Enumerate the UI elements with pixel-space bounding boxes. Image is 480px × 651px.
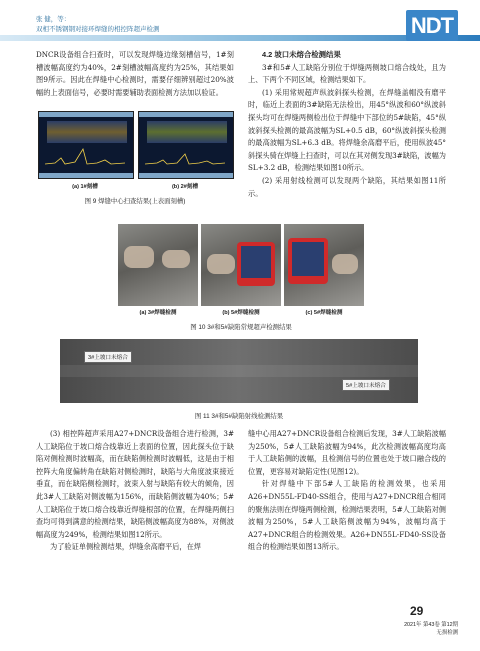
journal-logo: NDT (406, 10, 458, 41)
figure-9-caption: 图 9 焊缝中心扫查结果(上表面刻槽) (84, 198, 186, 205)
defect-tag-3: 3#上坡口未熔合 (84, 351, 132, 363)
right-column-top (248, 49, 446, 200)
defect-tag-5: 5#上坡口未熔合 (342, 379, 390, 391)
flaw-detector (288, 238, 328, 284)
running-authors: 张 健，等： (36, 16, 71, 23)
paragraph: (1) 采用常规超声纵波斜探头检测，在焊缝盖帽没有磨平时，临近上表面的3#缺陷无法检出，用45°纵波和60°纵波斜探头均可在焊缝两侧检出位于焊缝中下部位的5#缺陷，45°纵波斜探头检测的最高波幅为SL+0.5 dB，60°纵波斜探头检测的最高波幅为SL+6.3 dB。将焊缝余高磨平后，使用纵波45°斜探头骑在焊缝上扫查时，可以在其对侧发现3#缺陷，波幅为SL+3.2 dB，检测结果如图10所示。 (248, 87, 446, 173)
page-number: 29 (410, 604, 424, 618)
figure-9a-caption: (a) 1#刻槽 (72, 184, 98, 190)
paragraph: (3) 相控阵超声采用A27+DNCR设备组合进行检测，3#人工缺陷位于坡口熔合线靠近上表面的位置，因此探头位于缺陷对侧检测时波幅高，而在缺陷侧检测时波幅低，这是由于相控阵大角度偏转角在缺陷对侧检测时，缺陷与大角度波束接近垂直，而在缺陷侧检测时，波束入射与缺陷有较大的倾角，因此3#人工缺陷对侧波幅为156%，而缺陷侧波幅为40%；5#人工缺陷位于坡口熔合线靠近焊缝根部的位置，在焊缝两侧扫查均可得到满意的检测结果，缺陷侧波幅高度为88%，对侧波幅高度为249%，检测结果如图12所示。 (36, 429, 234, 539)
figure-10c-caption: (c) 5#焊缝检测 (305, 310, 343, 316)
figure-10c-photo (284, 224, 364, 306)
left-column-bottom (36, 428, 234, 554)
figure-10b-caption: (b) 5#焊缝检测 (222, 310, 260, 316)
figure-10b-photo (201, 224, 281, 306)
figure-9a-screen (38, 111, 134, 179)
paragraph: 针对焊缝中下部5#人工缺陷的检测效果，也采用A26+DN55L-FD40-SS组合，使用与A27+DNCR组合相同的聚焦法则在焊缝两侧检测，检测结果表明，5#人工缺陷对侧波幅为250%，5#人工缺陷侧波幅为94%，波幅均高于A27+DNCR组合的检测效果。A26+DN55L-FD40-SS设备组合的检测结果如图13所示。 (248, 479, 446, 552)
left-column-top (36, 49, 234, 99)
paragraph: 缝中心用A27+DNCR设备组合检测后发现，3#人工缺陷波幅为250%，5#人工缺陷波幅为94%，此次检测波幅高度均高于人工缺陷侧的波幅，且检测信号的位置也处于坡口融合线的位置，更容易对缺陷定性(见图12)。 (248, 429, 446, 476)
figure-10a-photo (118, 224, 198, 306)
right-column-bottom (248, 428, 446, 554)
issue-info (368, 621, 458, 637)
figure-11-caption: 图 11 3#和5#缺陷射线检测结果 (194, 413, 284, 420)
figure-11-radiograph (60, 339, 418, 403)
figure-9b-caption: (b) 2#刻槽 (171, 184, 199, 190)
waveform (45, 140, 125, 166)
running-title: 双相不锈钢钢对接环焊缝的相控阵超声检测 (36, 26, 160, 33)
figure-10a-caption: (a) 3#焊缝检测 (139, 310, 177, 316)
journal-name: 无损检测 (436, 630, 458, 636)
figure-9b-screen (138, 111, 234, 179)
figure-10 (118, 224, 364, 306)
paragraph: 3#和5#人工缺陷分别位于焊缝两侧坡口熔合线处，且为上、下两个不同区域，检测结果如下。 (248, 62, 446, 85)
section-heading: 4.2 坡口未熔合检测结果 (262, 50, 341, 59)
paragraph: 为了验证单侧检测结果，焊缝余高磨平后，在焊 (50, 542, 201, 552)
waveform (145, 140, 225, 166)
figure-9 (36, 109, 234, 179)
flaw-detector (237, 242, 275, 286)
paragraph: (2) 采用射线检测可以发现两个缺陷，其结果如图11所示。 (248, 175, 446, 198)
paragraph: DNCR设备组合扫查时，可以发现焊缝边缘刻槽信号，1#刻槽波幅高度约为40%，2#刻槽波幅高度约为25%，其结果如图9所示。因此在焊缝中心检测时，需要仔细辨别超过20%波幅的上表面信号，必要时需要辅助表面检测方法加以验证。 (36, 50, 234, 97)
issue-line: 2021年 第43卷 第12期 (404, 622, 458, 628)
figure-10-caption: 图 10 3#和5#缺陷常规超声检测结果 (190, 324, 292, 331)
